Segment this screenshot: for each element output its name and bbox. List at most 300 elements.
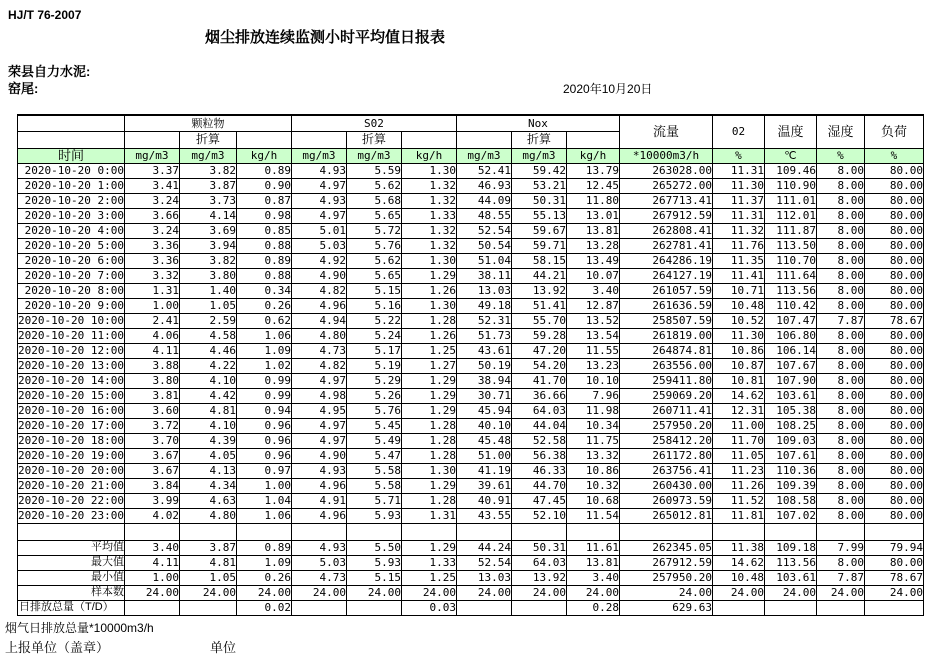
value-cell: 113.56 [764, 283, 816, 298]
value-cell: 257950.20 [619, 418, 712, 433]
value-cell: 44.70 [511, 478, 566, 493]
value-cell: 79.94 [864, 540, 923, 555]
time-cell: 2020-10-20 5:00 [18, 238, 125, 253]
value-cell [291, 600, 346, 615]
value-cell: 7.96 [566, 388, 619, 403]
value-cell: 44.24 [456, 540, 511, 555]
value-cell: 11.30 [712, 328, 764, 343]
value-cell: 4.58 [179, 328, 236, 343]
value-cell: 8.00 [816, 373, 864, 388]
value-cell: 1.30 [401, 163, 456, 178]
value-cell: 1.30 [401, 463, 456, 478]
value-cell: 11.00 [712, 418, 764, 433]
value-cell: 1.00 [236, 478, 291, 493]
value-cell: 109.18 [764, 540, 816, 555]
empty-cell [18, 523, 125, 540]
empty-cell [566, 523, 619, 540]
value-cell: 80.00 [864, 555, 923, 570]
value-cell: 24.00 [236, 585, 291, 600]
value-cell: 4.93 [291, 540, 346, 555]
unit-cell: mg/m3 [291, 148, 346, 163]
value-cell: 8.00 [816, 418, 864, 433]
time-cell: 2020-10-20 4:00 [18, 223, 125, 238]
value-cell: 5.15 [346, 570, 401, 585]
value-cell: 108.58 [764, 493, 816, 508]
time-cell: 2020-10-20 19:00 [18, 449, 124, 462]
unit-cell: kg/h [401, 148, 456, 163]
table-row [18, 448, 924, 463]
value-cell: 4.13 [179, 463, 236, 478]
value-cell: 1.05 [179, 298, 236, 313]
value-cell: 46.33 [511, 463, 566, 478]
unit-cell: mg/m3 [179, 148, 236, 163]
value-cell: 44.09 [456, 193, 511, 208]
value-cell: 4.39 [179, 433, 236, 448]
table-row [18, 403, 924, 418]
time-cell: 2020-10-20 20:00 [18, 464, 124, 477]
summary-row [18, 570, 924, 585]
value-cell: 24.00 [566, 585, 619, 600]
value-cell: 4.80 [291, 328, 346, 343]
value-cell: 78.67 [864, 570, 923, 585]
value-cell: 3.40 [566, 283, 619, 298]
value-cell: 3.87 [179, 540, 236, 555]
summary-label: 最小值 [18, 570, 125, 585]
value-cell: 80.00 [864, 493, 923, 508]
value-cell: 5.01 [291, 223, 346, 238]
value-cell: 11.52 [712, 493, 764, 508]
value-cell: 10.07 [566, 268, 619, 283]
value-cell: 45.94 [456, 403, 511, 418]
value-cell: 8.00 [816, 448, 864, 463]
value-cell: 5.17 [346, 343, 401, 358]
location-label: 窑尾: [8, 81, 39, 96]
value-cell: 41.19 [456, 463, 511, 478]
value-cell: 2.41 [124, 313, 179, 328]
value-cell: 1.00 [124, 570, 179, 585]
value-cell: 10.86 [712, 343, 764, 358]
value-cell: 80.00 [864, 163, 923, 178]
col-header-load: 负荷 [864, 115, 923, 148]
value-cell: 264874.81 [619, 343, 712, 358]
value-cell: 3.81 [124, 388, 179, 403]
value-cell: 14.62 [712, 555, 764, 570]
value-cell: 52.31 [456, 313, 511, 328]
value-cell: 1.04 [236, 493, 291, 508]
value-cell [124, 600, 179, 615]
value-cell: 4.02 [124, 508, 179, 523]
value-cell: 1.05 [179, 570, 236, 585]
value-cell: 58.15 [511, 253, 566, 268]
value-cell: 1.06 [236, 508, 291, 523]
time-cell: 2020-10-20 11:00 [18, 329, 124, 342]
value-cell: 1.29 [401, 388, 456, 403]
value-cell: 13.54 [566, 328, 619, 343]
value-cell: 4.11 [124, 343, 179, 358]
value-cell: 4.11 [124, 555, 179, 570]
value-cell: 267713.41 [619, 193, 712, 208]
time-cell: 2020-10-20 17:00 [18, 419, 124, 432]
flue-gas-total-note: 烟气日排放总量*10000m3/h [5, 621, 154, 635]
value-cell: 110.70 [764, 253, 816, 268]
value-cell: 38.94 [456, 373, 511, 388]
value-cell: 261057.59 [619, 283, 712, 298]
empty-cell [511, 523, 566, 540]
value-cell: 261819.00 [619, 328, 712, 343]
value-cell: 13.32 [566, 448, 619, 463]
value-cell: 262781.41 [619, 238, 712, 253]
value-cell: 5.62 [346, 178, 401, 193]
value-cell: 0.87 [236, 193, 291, 208]
value-cell: 4.97 [291, 433, 346, 448]
empty-cell [346, 523, 401, 540]
value-cell: 1.32 [401, 178, 456, 193]
time-cell: 2020-10-20 7:00 [18, 268, 125, 283]
value-cell: 4.42 [179, 388, 236, 403]
value-cell: 53.21 [511, 178, 566, 193]
value-cell: 10.68 [566, 493, 619, 508]
value-cell: 59.42 [511, 163, 566, 178]
value-cell: 52.58 [511, 433, 566, 448]
empty-cell [179, 523, 236, 540]
value-cell: 261172.80 [619, 448, 712, 463]
value-cell: 113.56 [764, 555, 816, 570]
time-cell: 2020-10-20 10:00 [18, 314, 124, 327]
page-title: 烟尘排放连续监测小时平均值日报表 [205, 29, 446, 46]
value-cell: 5.03 [291, 238, 346, 253]
time-cell: 2020-10-20 9:00 [18, 298, 125, 313]
value-cell: 110.42 [764, 298, 816, 313]
value-cell: 108.25 [764, 418, 816, 433]
value-cell: 264127.19 [619, 268, 712, 283]
value-cell: 40.10 [456, 418, 511, 433]
value-cell: 12.87 [566, 298, 619, 313]
value-cell: 1.32 [401, 223, 456, 238]
value-cell: 43.55 [456, 508, 511, 523]
value-cell: 3.73 [179, 193, 236, 208]
value-cell: 0.03 [401, 600, 456, 615]
value-cell: 8.00 [816, 298, 864, 313]
value-cell: 5.72 [346, 223, 401, 238]
value-cell: 54.20 [511, 358, 566, 373]
value-cell: 1.06 [236, 328, 291, 343]
value-cell: 8.00 [816, 403, 864, 418]
value-cell: 3.69 [179, 223, 236, 238]
col-header-flow: 流量 [619, 115, 712, 148]
value-cell: 80.00 [864, 463, 923, 478]
value-cell: 267912.59 [619, 208, 712, 223]
value-cell: 7.87 [816, 313, 864, 328]
value-cell: 0.88 [236, 238, 291, 253]
value-cell: 1.32 [401, 238, 456, 253]
value-cell: 13.92 [511, 283, 566, 298]
value-cell: 263756.41 [619, 463, 712, 478]
standard-code: HJ/T 76-2007 [8, 8, 82, 22]
subheader-pm-converted: 折算 [179, 131, 236, 148]
value-cell: 44.04 [511, 418, 566, 433]
value-cell: 80.00 [864, 238, 923, 253]
value-cell: 259069.20 [619, 388, 712, 403]
value-cell: 52.54 [456, 223, 511, 238]
value-cell: 0.85 [236, 223, 291, 238]
value-cell: 11.35 [712, 253, 764, 268]
value-cell: 0.98 [236, 208, 291, 223]
unit-cell: *10000m3/h [619, 148, 712, 163]
time-cell: 2020-10-20 22:00 [18, 494, 124, 507]
value-cell: 10.34 [566, 418, 619, 433]
table-row [18, 433, 924, 448]
value-cell: 4.92 [291, 253, 346, 268]
summary-label: 样本数 [18, 585, 125, 600]
value-cell: 50.54 [456, 238, 511, 253]
value-cell: 1.31 [124, 283, 179, 298]
value-cell: 5.76 [346, 238, 401, 253]
value-cell: 24.00 [291, 585, 346, 600]
value-cell: 3.60 [124, 403, 179, 418]
value-cell: 11.75 [566, 433, 619, 448]
value-cell: 260711.41 [619, 403, 712, 418]
value-cell: 8.00 [816, 193, 864, 208]
value-cell: 59.67 [511, 223, 566, 238]
value-cell: 262808.41 [619, 223, 712, 238]
value-cell: 24.00 [401, 585, 456, 600]
value-cell: 51.04 [456, 253, 511, 268]
value-cell: 0.96 [236, 418, 291, 433]
value-cell: 24.00 [712, 585, 764, 600]
value-cell: 106.14 [764, 343, 816, 358]
value-cell: 4.73 [291, 570, 346, 585]
value-cell: 0.89 [236, 540, 291, 555]
value-cell: 262345.05 [619, 540, 712, 555]
value-cell: 1.00 [124, 298, 179, 313]
value-cell: 3.66 [124, 208, 179, 223]
value-cell: 103.61 [764, 388, 816, 403]
value-cell: 8.00 [816, 493, 864, 508]
value-cell: 11.32 [712, 223, 764, 238]
value-cell: 5.45 [346, 418, 401, 433]
value-cell: 55.13 [511, 208, 566, 223]
value-cell: 4.90 [291, 268, 346, 283]
report-date: 2020年10月20日 [563, 82, 653, 96]
table-row [18, 283, 924, 298]
value-cell: 1.26 [401, 328, 456, 343]
value-cell: 1.33 [401, 208, 456, 223]
value-cell: 11.81 [712, 508, 764, 523]
value-cell: 1.02 [236, 358, 291, 373]
value-cell: 5.93 [346, 555, 401, 570]
value-cell: 4.06 [124, 328, 179, 343]
value-cell: 1.09 [236, 343, 291, 358]
value-cell: 5.76 [346, 403, 401, 418]
value-cell: 8.00 [816, 358, 864, 373]
value-cell: 263028.00 [619, 163, 712, 178]
value-cell: 47.20 [511, 343, 566, 358]
time-cell: 2020-10-20 12:00 [18, 344, 124, 357]
value-cell: 5.26 [346, 388, 401, 403]
value-cell: 11.61 [566, 540, 619, 555]
unit-cell: kg/h [566, 148, 619, 163]
value-cell: 11.76 [712, 238, 764, 253]
value-cell: 80.00 [864, 508, 923, 523]
value-cell: 0.34 [236, 283, 291, 298]
table-row [18, 208, 924, 223]
value-cell: 259411.80 [619, 373, 712, 388]
unit-cell: mg/m3 [511, 148, 566, 163]
value-cell: 111.64 [764, 268, 816, 283]
value-cell: 111.01 [764, 193, 816, 208]
value-cell: 1.29 [401, 540, 456, 555]
value-cell: 107.47 [764, 313, 816, 328]
value-cell: 4.94 [291, 313, 346, 328]
value-cell [712, 600, 764, 615]
value-cell: 109.03 [764, 433, 816, 448]
value-cell: 10.81 [712, 373, 764, 388]
value-cell: 3.67 [124, 448, 179, 463]
value-cell: 55.70 [511, 313, 566, 328]
value-cell: 8.00 [816, 508, 864, 523]
value-cell: 8.00 [816, 343, 864, 358]
unit-cell: % [712, 148, 764, 163]
value-cell: 11.37 [712, 193, 764, 208]
value-cell: 50.31 [511, 540, 566, 555]
value-cell: 5.68 [346, 193, 401, 208]
value-cell: 1.28 [401, 493, 456, 508]
value-cell: 3.80 [179, 268, 236, 283]
empty-cell [236, 523, 291, 540]
value-cell: 5.15 [346, 283, 401, 298]
time-cell: 2020-10-20 21:00 [18, 479, 124, 492]
value-cell: 80.00 [864, 253, 923, 268]
value-cell: 4.05 [179, 448, 236, 463]
table-row [18, 223, 924, 238]
value-cell: 10.32 [566, 478, 619, 493]
value-cell: 10.48 [712, 570, 764, 585]
value-cell: 5.03 [291, 555, 346, 570]
value-cell: 4.22 [179, 358, 236, 373]
value-cell: 4.93 [291, 163, 346, 178]
value-cell: 8.00 [816, 253, 864, 268]
value-cell: 80.00 [864, 403, 923, 418]
group-header-so2: S02 [291, 115, 456, 131]
value-cell: 0.88 [236, 268, 291, 283]
value-cell [346, 600, 401, 615]
company-name: 荣县自力水泥: [8, 64, 91, 79]
value-cell: 1.29 [401, 268, 456, 283]
value-cell: 13.79 [566, 163, 619, 178]
value-cell: 13.03 [456, 283, 511, 298]
value-cell: 41.70 [511, 373, 566, 388]
value-cell: 107.02 [764, 508, 816, 523]
value-cell: 3.37 [124, 163, 179, 178]
value-cell [511, 600, 566, 615]
value-cell: 4.90 [291, 448, 346, 463]
table-row [18, 373, 924, 388]
value-cell: 80.00 [864, 193, 923, 208]
value-cell: 5.22 [346, 313, 401, 328]
value-cell: 5.93 [346, 508, 401, 523]
value-cell: 4.91 [291, 493, 346, 508]
value-cell: 40.91 [456, 493, 511, 508]
value-cell: 263556.00 [619, 358, 712, 373]
value-cell: 0.89 [236, 253, 291, 268]
value-cell: 43.61 [456, 343, 511, 358]
value-cell: 1.26 [401, 283, 456, 298]
value-cell: 24.00 [179, 585, 236, 600]
value-cell: 7.99 [816, 540, 864, 555]
value-cell: 47.45 [511, 493, 566, 508]
value-cell: 107.67 [764, 358, 816, 373]
value-cell: 4.93 [291, 463, 346, 478]
subheader-nox-converted: 折算 [511, 131, 566, 148]
value-cell: 0.94 [236, 403, 291, 418]
value-cell: 24.00 [816, 585, 864, 600]
value-cell: 8.00 [816, 463, 864, 478]
value-cell: 4.80 [179, 508, 236, 523]
value-cell: 80.00 [864, 388, 923, 403]
value-cell [764, 600, 816, 615]
value-cell: 11.55 [566, 343, 619, 358]
value-cell: 36.66 [511, 388, 566, 403]
value-cell [179, 600, 236, 615]
value-cell: 111.87 [764, 223, 816, 238]
value-cell: 8.00 [816, 328, 864, 343]
value-cell: 4.96 [291, 508, 346, 523]
value-cell: 4.14 [179, 208, 236, 223]
value-cell [456, 600, 511, 615]
value-cell: 80.00 [864, 358, 923, 373]
value-cell: 11.26 [712, 478, 764, 493]
value-cell: 3.24 [124, 223, 179, 238]
value-cell: 107.90 [764, 373, 816, 388]
value-cell: 5.59 [346, 163, 401, 178]
value-cell: 50.31 [511, 193, 566, 208]
value-cell: 4.96 [291, 298, 346, 313]
value-cell: 11.80 [566, 193, 619, 208]
value-cell: 80.00 [864, 448, 923, 463]
value-cell: 4.93 [291, 193, 346, 208]
value-cell: 1.25 [401, 343, 456, 358]
value-cell: 8.00 [816, 178, 864, 193]
unit-cell: mg/m3 [456, 148, 511, 163]
value-cell: 261636.59 [619, 298, 712, 313]
value-cell: 267912.59 [619, 555, 712, 570]
value-cell: 629.63 [619, 600, 712, 615]
time-cell: 2020-10-20 13:00 [18, 359, 124, 372]
group-header-nox: Nox [456, 115, 619, 131]
subheader-so2-converted: 折算 [346, 131, 401, 148]
value-cell: 80.00 [864, 328, 923, 343]
value-cell: 13.28 [566, 238, 619, 253]
value-cell: 5.50 [346, 540, 401, 555]
value-cell: 11.05 [712, 448, 764, 463]
value-cell: 11.41 [712, 268, 764, 283]
value-cell: 12.31 [712, 403, 764, 418]
value-cell: 5.49 [346, 433, 401, 448]
value-cell: 5.19 [346, 358, 401, 373]
value-cell: 59.28 [511, 328, 566, 343]
value-cell: 1.31 [401, 508, 456, 523]
value-cell: 1.33 [401, 555, 456, 570]
value-cell: 103.61 [764, 570, 816, 585]
value-cell: 49.18 [456, 298, 511, 313]
value-cell: 5.47 [346, 448, 401, 463]
value-cell: 13.03 [456, 570, 511, 585]
time-col-spacer [18, 115, 125, 131]
unit-cell: % [816, 148, 864, 163]
table-row [18, 313, 924, 328]
value-cell: 113.50 [764, 238, 816, 253]
value-cell: 80.00 [864, 223, 923, 238]
